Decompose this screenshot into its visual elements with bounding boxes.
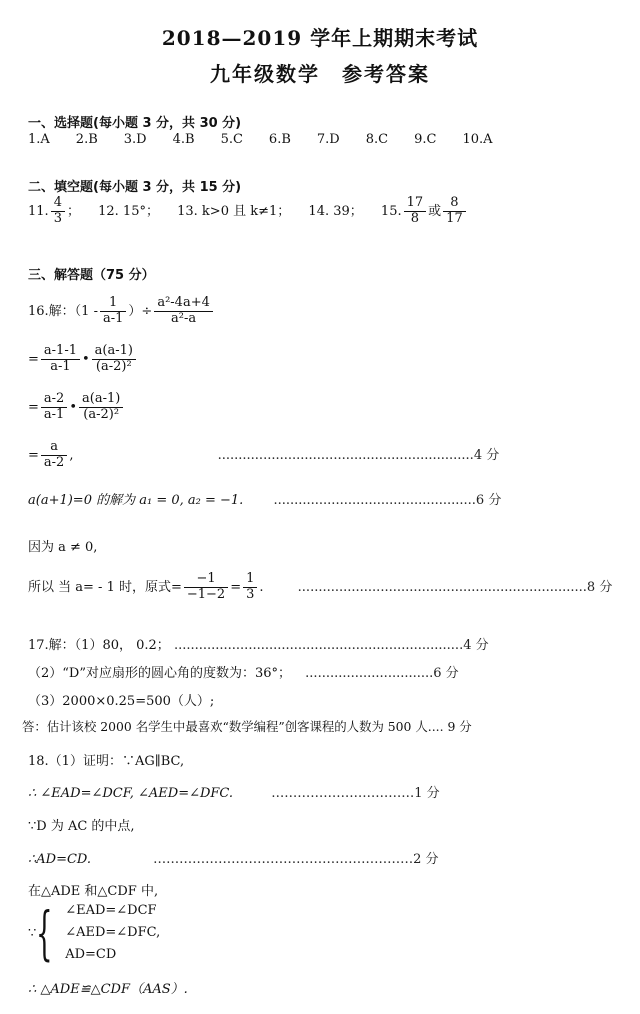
mc-answer: 4.B xyxy=(172,132,195,147)
q16-step-2: = $\frac{a-2}{a-1}$ • $\frac{a(a-1)}{\text{(a-2)²}}$ xyxy=(28,392,125,423)
answer-15-fraction-2 xyxy=(443,196,466,227)
because-symbol: ∵ xyxy=(28,925,37,941)
fraction-numerator: 4 xyxy=(51,196,65,212)
q18-line-2: ∴ ∠EAD=∠DCF, ∠AED=∠DFC. ……………………………1 分 xyxy=(28,786,440,801)
q16-expression xyxy=(28,296,215,327)
q16-root-score: .................................................6 分 xyxy=(273,493,502,508)
condition-list xyxy=(65,900,160,966)
q17-part-2-score: ...............................6 分 xyxy=(305,666,459,681)
answer-12: 12. 15°； xyxy=(98,203,159,219)
q18-system xyxy=(28,900,160,966)
q16-step-1: = $\frac{a-1-1}{a-1}$ • $\frac{a(a-1)}{\text{(a-2)²}}$ xyxy=(28,344,138,375)
mc-answer: 5.C xyxy=(220,132,243,147)
mc-answer: 6.B xyxy=(268,132,291,147)
answer-13: 13. k>0 且 k≠1； xyxy=(177,203,291,219)
answer-15-fraction-1 xyxy=(404,196,427,227)
fraction: $\frac{a-2}{a-1}$ xyxy=(41,392,67,423)
mc-answer: 2.B xyxy=(75,132,98,147)
fraction-denominator: 3 xyxy=(53,210,62,226)
fraction-denominator: a²-a xyxy=(171,310,197,326)
q16-final: 所以 当 a= - 1 时，原式= $\frac{-1}{-1-2}$ = $\frac{1}{3}$ . ......................................................................8 分 xyxy=(28,571,613,602)
q17-part-1: 17.解：（1）80， 0.2； ......................................................................4 分 xyxy=(28,638,489,653)
fraction-numerator: 1 xyxy=(100,296,126,312)
fraction-numerator: 8 xyxy=(443,196,466,212)
answer-11-label: 11. xyxy=(28,203,49,219)
fraction: $\frac{a-1-1}{a-1}$ xyxy=(41,344,80,375)
q16-final-prefix: 所以 当 a= - 1 时，原式= xyxy=(28,579,182,595)
mc-answers xyxy=(28,132,519,147)
fraction-denominator: a-1 xyxy=(102,310,124,326)
mc-answer: 8.C xyxy=(365,132,389,147)
exam-title: 2018—2019 学年上期期末考试 xyxy=(161,26,479,50)
q18-line-2-score: ……………………………1 分 xyxy=(271,786,440,801)
mc-answer: 3.D xyxy=(123,132,147,147)
mc-answer: 10.A xyxy=(462,132,493,147)
section-3-heading: 三、解答题（75 分） xyxy=(28,268,155,283)
q16-label: 16.解：（1 - xyxy=(28,303,98,319)
mc-answer: 7.D xyxy=(316,132,340,147)
answer-11-tail: ； xyxy=(66,203,80,219)
mc-answer: 1.A xyxy=(28,132,50,147)
fraction-denominator: 17 xyxy=(446,210,463,226)
q17-part-1-score: ......................................................................4 分 xyxy=(173,638,489,653)
condition-item: ∠EAD=∠DCF xyxy=(65,903,157,918)
fill-answers xyxy=(28,196,468,227)
fraction: $\frac{1}{3}$ xyxy=(243,572,257,603)
section-1-heading: 一、选择题(每小题 3 分，共 30 分) xyxy=(28,116,242,131)
exam-subtitle: 九年级数学 参考答案 xyxy=(210,62,430,86)
q17-part-3: （3）2000×0.25=500（人）; xyxy=(28,694,215,709)
q17-answer: 答：估计该校 2000 名学生中最喜欢“数学编程”创客课程的人数为 500 人.... 9 分 xyxy=(22,719,472,734)
q17-part-2: （2）“D”对应扇形的圆心角的度数为：36°； ...............................6 分 xyxy=(28,666,459,681)
q16-root-line xyxy=(28,489,501,508)
answer-11-fraction xyxy=(51,196,65,227)
q16-divide: ）÷ xyxy=(128,303,153,319)
q18-line-1: 18.（1）证明：∵AG∥BC, xyxy=(28,754,185,769)
fraction: $\frac{a}{a-2}$ xyxy=(41,440,67,471)
condition-item: AD=CD xyxy=(65,947,117,962)
mc-answer: 9.C xyxy=(414,132,437,147)
left-brace-icon: { xyxy=(36,899,53,967)
q18-line-5: 在△ADE 和△CDF 中, xyxy=(28,884,159,899)
q16-step-3: = $\frac{a}{a-2}$ , ..............................................................4 分 xyxy=(28,439,500,470)
q18-line-3: ∵D 为 AC 的中点, xyxy=(28,819,135,834)
q16-final-score: ......................................................................8 分 xyxy=(297,579,613,595)
q16-root: a(a+1)=0 的解为 a₁ = 0, a₂ = −1. xyxy=(28,493,244,508)
fraction: $\frac{a(a-1)}{\text{(a-2)²}}$ xyxy=(79,392,123,423)
section-2-heading: 二、填空题(每小题 3 分，共 15 分) xyxy=(28,180,242,195)
q16-condition: 因为 a ≠ 0, xyxy=(28,540,98,555)
fraction-numerator: 17 xyxy=(404,196,427,212)
q18-conclusion: ∴ △ADE≌△CDF（AAS）. xyxy=(28,982,188,997)
fraction-numerator: a²-4a+4 xyxy=(154,296,213,312)
fraction: $\frac{-1}{-1-2}$ xyxy=(184,572,228,603)
answer-14: 14. 39； xyxy=(308,203,363,219)
q18-line-4: ∴AD=CD. ……………………………………………………2 分 xyxy=(28,852,439,867)
answer-15-label: 15. xyxy=(380,203,402,219)
answer-15-or: 或 xyxy=(428,203,442,219)
fraction-denominator: 8 xyxy=(410,210,420,226)
q16-fraction-1 xyxy=(100,296,126,327)
q16-step-3-score: ..............................................................4 分 xyxy=(217,447,500,463)
fraction: $\frac{a(a-1)}{\text{(a-2)²}}$ xyxy=(92,344,136,375)
q16-fraction-2 xyxy=(154,296,213,327)
condition-item: ∠AED=∠DFC, xyxy=(65,925,161,940)
q18-line-4-score: ……………………………………………………2 分 xyxy=(153,852,439,867)
